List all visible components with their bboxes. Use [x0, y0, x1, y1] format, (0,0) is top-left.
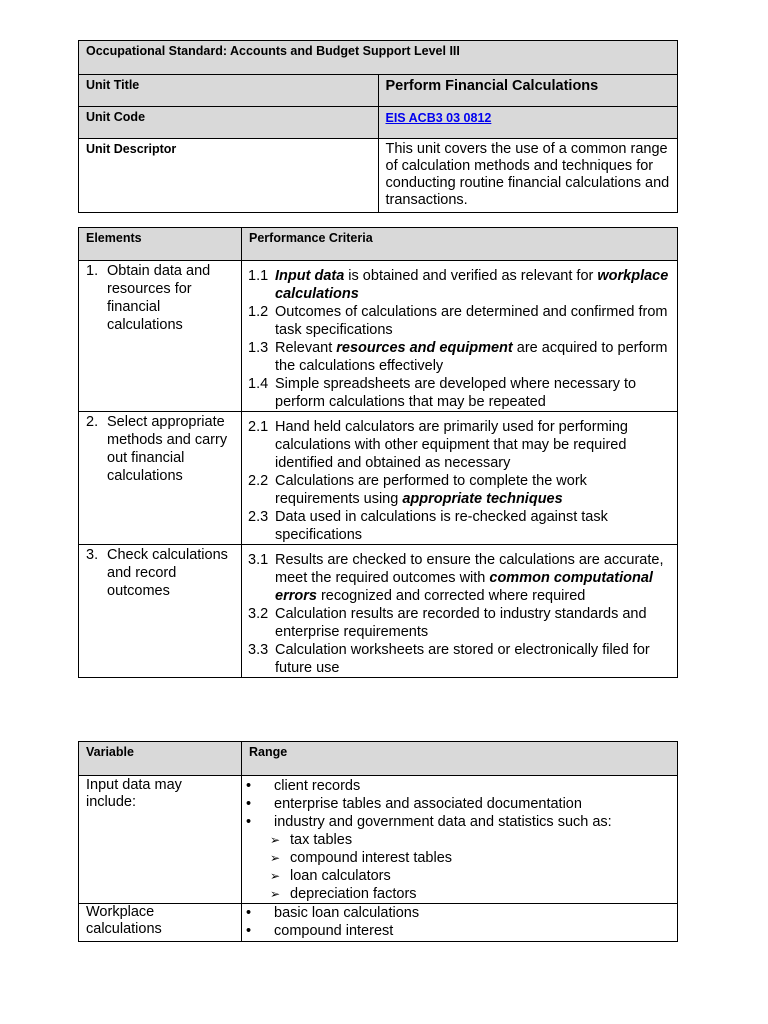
criterion-text: [275, 303, 671, 339]
criterion-item: [248, 551, 671, 605]
criterion-item: [248, 267, 671, 303]
criterion-text-part: Calculation results are recorded to industry standards and enterprise requirements: [275, 606, 647, 640]
unit-descriptor-label: Unit Descriptor: [79, 139, 379, 213]
criterion-text-part: Data used in calculations is re-checked against task specifications: [275, 509, 608, 543]
criterion-text-part: Results are checked to ensure the calculations are accurate, meet the required outcomes with: [275, 552, 664, 586]
range-item-text: tax tables: [290, 832, 353, 848]
criterion-text: [275, 508, 671, 544]
criterion-item: [248, 339, 671, 375]
criterion-text-part: Calculations are performed to complete the work requirements using: [275, 473, 587, 507]
elements-table: [78, 227, 678, 678]
bullet-icon: •: [246, 905, 252, 921]
arrow-bullet-icon: ➢: [270, 869, 281, 883]
unit-title-label: Unit Title: [79, 75, 379, 107]
range-subitem: [242, 831, 677, 849]
range-item-text: depreciation factors: [290, 886, 417, 902]
criterion-item: [248, 375, 671, 411]
criteria-cell: [242, 261, 678, 412]
criterion-number: 3.3: [248, 642, 269, 658]
criterion-text-part: Simple spreadsheets are developed where necessary to perform calculations that may be repeated: [275, 376, 637, 410]
range-subitem: [242, 885, 677, 903]
criterion-text-part: recognized and corrected where required: [316, 588, 586, 604]
criterion-emphasis: appropriate techniques: [402, 491, 563, 507]
unit-descriptor-value: This unit covers the use of a common range of calculation methods and techniques for conducting routine financial calculations and transactions.: [378, 139, 678, 213]
arrow-bullet-icon: ➢: [270, 833, 281, 847]
criterion-item: [248, 472, 671, 508]
criterion-text-part: is obtained and verified as relevant for: [344, 268, 598, 284]
variable-input-data: Input data may include:: [79, 776, 242, 904]
range-table: [78, 741, 678, 942]
criterion-text: [275, 605, 671, 641]
criteria-cell: [242, 545, 678, 678]
element-text: Obtain data and resources for financial calculations: [107, 263, 211, 333]
unit-info-table: [78, 40, 678, 213]
criterion-text-part: Hand held calculators are primarily used for performing calculations with other equipment that may be required identified and obtained as necessary: [275, 419, 628, 471]
element-text: Check calculations and record outcomes: [107, 547, 228, 599]
range-item-text: enterprise tables and associated documentation: [274, 796, 582, 812]
arrow-bullet-icon: ➢: [270, 887, 281, 901]
range-subitem: [242, 849, 677, 867]
range-item-text: compound interest tables: [290, 850, 453, 866]
criterion-item: [248, 641, 671, 677]
criterion-number: 1.3: [248, 340, 269, 356]
criterion-text: [275, 418, 671, 472]
criterion-number: 1.2: [248, 304, 269, 320]
bullet-icon: •: [246, 923, 252, 939]
criterion-number: 3.1: [248, 552, 269, 568]
criterion-number: 2.3: [248, 509, 269, 525]
criterion-text-part: Outcomes of calculations are determined and confirmed from task specifications: [275, 304, 668, 338]
unit-code-link[interactable]: EIS ACB3 03 0812: [385, 111, 492, 125]
criterion-number: 2.2: [248, 473, 269, 489]
criterion-text: [275, 375, 671, 411]
arrow-bullet-icon: ➢: [270, 851, 281, 865]
bullet-icon: •: [246, 814, 252, 830]
criterion-text: [275, 339, 671, 375]
criterion-number: 2.1: [248, 419, 269, 435]
bullet-icon: •: [246, 778, 252, 794]
criterion-item: [248, 605, 671, 641]
range-item-text: compound interest: [274, 923, 394, 939]
criterion-text-part: Calculation worksheets are stored or electronically filed for future use: [275, 642, 650, 676]
range-header: Range: [242, 742, 678, 776]
criterion-text: [275, 641, 671, 677]
range-list: [242, 904, 677, 940]
criteria-cell: [242, 412, 678, 545]
occupational-standard-header: Occupational Standard: Accounts and Budget Support Level III: [79, 41, 678, 75]
criterion-item: [248, 418, 671, 472]
element-number: 3.: [86, 547, 99, 563]
range-item-text: client records: [274, 778, 361, 794]
criterion-item: [248, 303, 671, 339]
variable-header: Variable: [79, 742, 242, 776]
range-item: [242, 795, 677, 813]
criterion-emphasis: Input data: [275, 268, 345, 284]
range-item: [242, 813, 677, 831]
performance-criteria-header: Performance Criteria: [242, 228, 678, 261]
range-item: [242, 904, 677, 922]
range-item: [242, 922, 677, 940]
criterion-emphasis: common computational errors: [275, 570, 653, 604]
element-number: 2.: [86, 414, 99, 430]
range-subitem: [242, 867, 677, 885]
criterion-text: [275, 472, 671, 508]
variable-workplace-calculations: Workplace calculations: [79, 904, 242, 942]
bullet-icon: •: [246, 796, 252, 812]
element-text: Select appropriate methods and carry out financial calculations: [107, 414, 228, 484]
unit-title-value: Perform Financial Calculations: [385, 78, 599, 94]
element-number: 1.: [86, 263, 99, 279]
unit-code-label: Unit Code: [79, 107, 379, 139]
criterion-number: 3.2: [248, 606, 269, 622]
range-item-text: basic loan calculations: [274, 905, 420, 921]
criterion-item: [248, 508, 671, 544]
criterion-number: 1.1: [248, 268, 269, 284]
range-list: [242, 777, 677, 903]
range-item-text: industry and government data and statistics such as:: [274, 814, 612, 830]
range-item-text: loan calculators: [290, 868, 391, 884]
elements-header: Elements: [79, 228, 242, 261]
criterion-text: [275, 267, 671, 303]
criterion-emphasis: resources and equipment: [336, 340, 513, 356]
range-item: [242, 777, 677, 795]
criterion-emphasis: workplace calculations: [275, 268, 669, 302]
criterion-text: [275, 551, 671, 605]
criterion-text-part: are acquired to perform the calculations effectively: [275, 340, 668, 374]
criterion-text-part: Relevant: [275, 340, 337, 356]
criterion-number: 1.4: [248, 376, 269, 392]
